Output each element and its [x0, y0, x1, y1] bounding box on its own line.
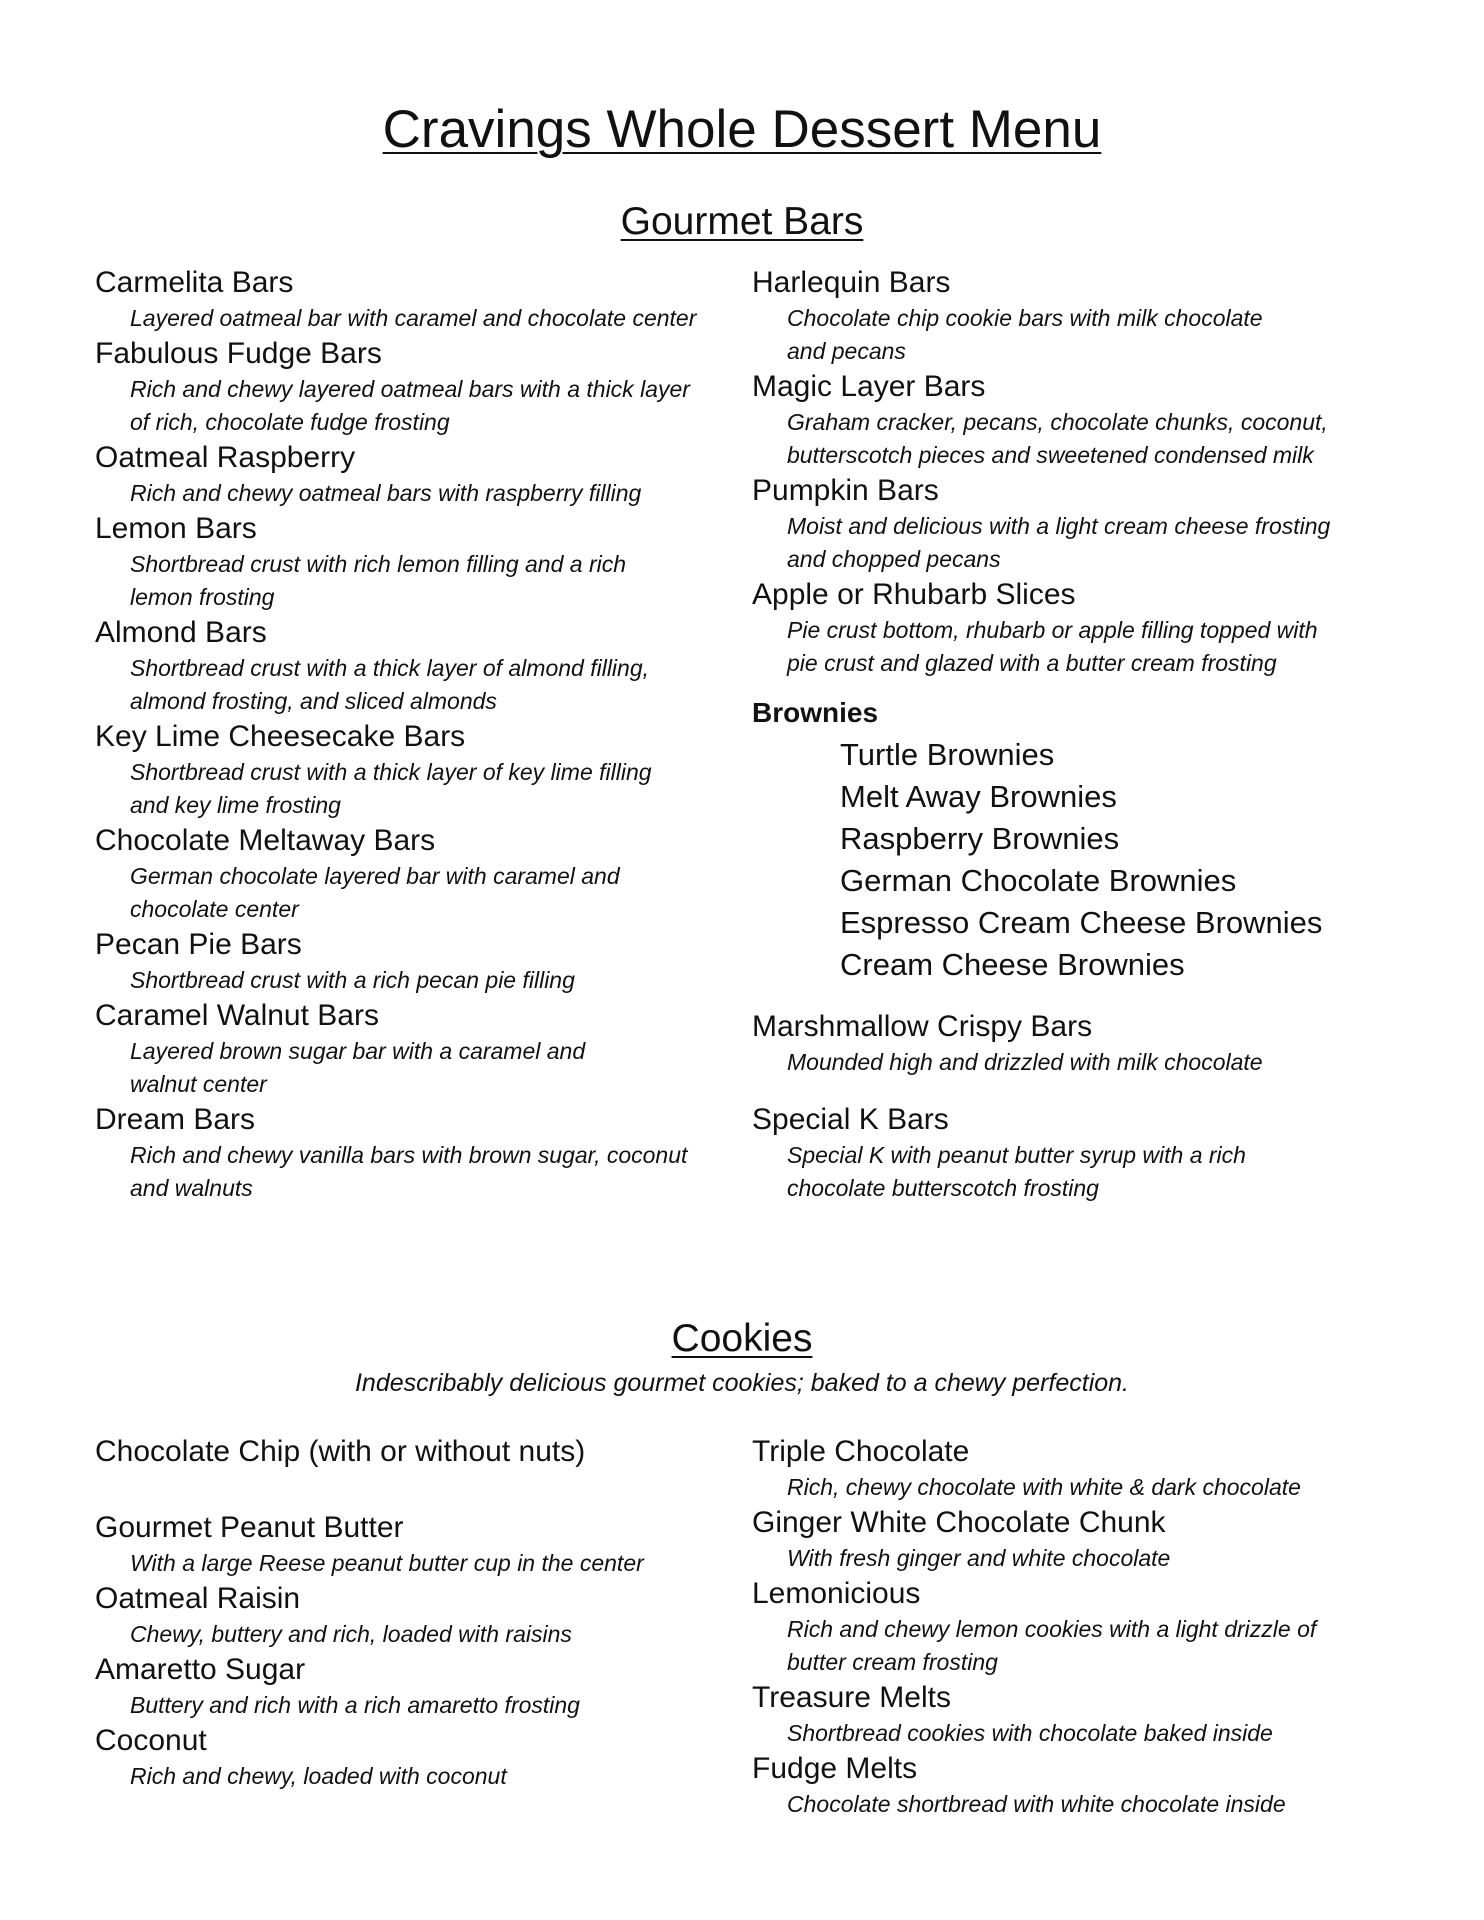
cookies-left-column — [95, 1433, 755, 1793]
menu-item — [752, 1575, 1432, 1679]
item-name: Special K Bars — [752, 1103, 949, 1136]
item-desc: Chocolate shortbread with white chocolate inside — [787, 1791, 1286, 1817]
item-name: Magic Layer Bars — [752, 370, 986, 403]
item-desc: Rich, chewy chocolate with white & dark chocolate — [787, 1474, 1301, 1500]
item-name: Oatmeal Raisin — [95, 1582, 301, 1615]
item-desc: Chewy, buttery and rich, loaded with raisins — [130, 1621, 572, 1647]
menu-item — [752, 472, 1432, 576]
menu-item — [95, 510, 755, 614]
menu-item — [752, 576, 1432, 680]
menu-item — [95, 822, 755, 926]
item-desc: of rich, chocolate fudge frosting — [130, 409, 450, 435]
item-name: Lemonicious — [752, 1577, 921, 1610]
brownie-item: Melt Away Brownies — [840, 779, 1117, 814]
item-name: Fudge Melts — [752, 1752, 918, 1785]
item-desc: Shortbread cookies with chocolate baked inside — [787, 1720, 1273, 1746]
item-desc: and pecans — [787, 338, 906, 364]
item-desc: Rich and chewy vanilla bars with brown sugar, coconut — [130, 1142, 688, 1168]
item-desc: With a large Reese peanut butter cup in the center — [130, 1550, 644, 1576]
item-desc: Rich and chewy, loaded with coconut — [130, 1763, 507, 1789]
item-desc: Shortbread crust with a thick layer of key lime filling — [130, 759, 652, 785]
item-name: Harlequin Bars — [752, 266, 951, 299]
menu-item — [95, 335, 755, 439]
item-name: Fabulous Fudge Bars — [95, 337, 382, 370]
item-name: Dream Bars — [95, 1103, 256, 1136]
bars-left-column — [95, 264, 755, 1205]
item-name: Coconut — [95, 1724, 207, 1757]
menu-item — [752, 368, 1432, 472]
bars-right-column — [752, 264, 1432, 1205]
item-desc: Shortbread crust with a thick layer of almond filling, — [130, 655, 650, 681]
item-desc: Special K with peanut butter syrup with a rich — [787, 1142, 1246, 1168]
menu-item — [95, 614, 755, 718]
item-name: Apple or Rhubarb Slices — [752, 578, 1076, 611]
cookies-heading: Cookies — [671, 1317, 813, 1360]
item-desc: and key lime frosting — [130, 792, 341, 818]
menu-item — [95, 1580, 755, 1651]
item-name: Oatmeal Raspberry — [95, 441, 356, 474]
item-name: Gourmet Peanut Butter — [95, 1511, 404, 1544]
menu-item — [752, 264, 1432, 368]
menu-item — [95, 926, 755, 997]
item-desc: Layered brown sugar bar with a caramel and — [130, 1038, 586, 1064]
item-name: Lemon Bars — [95, 512, 257, 545]
item-desc: and walnuts — [130, 1175, 253, 1201]
menu-item — [95, 1433, 755, 1471]
item-desc: Graham cracker, pecans, chocolate chunks, coconut, — [787, 409, 1328, 435]
brownies-heading: Brownies — [752, 697, 879, 728]
item-name: Treasure Melts — [752, 1681, 951, 1714]
menu-item — [95, 1509, 755, 1580]
item-desc: Shortbread crust with rich lemon filling and a rich — [130, 551, 627, 577]
item-desc: chocolate butterscotch frosting — [787, 1175, 1099, 1201]
item-desc: Pie crust bottom, rhubarb or apple filling topped with — [787, 617, 1318, 643]
menu-item — [752, 1101, 1432, 1205]
item-desc: Rich and chewy lemon cookies with a light drizzle of — [787, 1616, 1317, 1642]
item-desc: Shortbread crust with a rich pecan pie filling — [130, 967, 575, 993]
item-name: Caramel Walnut Bars — [95, 999, 379, 1032]
item-name: Chocolate Chip (with or without nuts) — [95, 1435, 586, 1468]
gourmet-bars-heading: Gourmet Bars — [620, 200, 864, 243]
item-name: Marshmallow Crispy Bars — [752, 1010, 1093, 1043]
item-name: Carmelita Bars — [95, 266, 294, 299]
item-desc: German chocolate layered bar with caramel and — [130, 863, 620, 889]
item-desc: Mounded high and drizzled with milk chocolate — [787, 1049, 1263, 1075]
item-desc: chocolate center — [130, 896, 299, 922]
menu-item — [752, 1750, 1432, 1821]
brownie-item: German Chocolate Brownies — [840, 863, 1237, 898]
item-name: Triple Chocolate — [752, 1435, 970, 1468]
menu-item — [752, 1008, 1432, 1079]
cookies-right-column — [752, 1433, 1432, 1821]
brownie-item: Espresso Cream Cheese Brownies — [840, 905, 1323, 940]
item-desc: Chocolate chip cookie bars with milk chocolate — [787, 305, 1263, 331]
page-title: Cravings Whole Dessert Menu — [382, 100, 1102, 159]
menu-item — [95, 1722, 755, 1793]
menu-item — [95, 264, 755, 335]
item-name: Amaretto Sugar — [95, 1653, 306, 1686]
item-desc: With fresh ginger and white chocolate — [787, 1545, 1171, 1571]
item-name: Almond Bars — [95, 616, 267, 649]
brownie-item: Turtle Brownies — [840, 737, 1055, 772]
item-desc: butter cream frosting — [787, 1649, 998, 1675]
item-name: Pecan Pie Bars — [95, 928, 302, 961]
menu-item — [95, 1651, 755, 1722]
item-desc: walnut center — [130, 1071, 267, 1097]
item-name: Ginger White Chocolate Chunk — [752, 1506, 1166, 1539]
brownie-item: Raspberry Brownies — [840, 821, 1120, 856]
menu-item — [95, 718, 755, 822]
menu-item — [95, 997, 755, 1101]
item-name: Chocolate Meltaway Bars — [95, 824, 436, 857]
brownie-list — [752, 734, 1432, 986]
brownie-item: Cream Cheese Brownies — [840, 947, 1185, 982]
item-desc: Moist and delicious with a light cream cheese frosting — [787, 513, 1331, 539]
cookies-tagline: Indescribably delicious gourmet cookies; baked to a chewy perfection. — [354, 1369, 1130, 1397]
menu-item — [752, 1679, 1432, 1750]
item-desc: pie crust and glazed with a butter cream frosting — [787, 650, 1277, 676]
item-desc: Rich and chewy layered oatmeal bars with a thick layer — [130, 376, 690, 402]
item-desc: almond frosting, and sliced almonds — [130, 688, 497, 714]
menu-item — [95, 439, 755, 510]
item-name: Pumpkin Bars — [752, 474, 939, 507]
item-name: Key Lime Cheesecake Bars — [95, 720, 466, 753]
item-desc: Buttery and rich with a rich amaretto frosting — [130, 1692, 580, 1718]
item-desc: Layered oatmeal bar with caramel and chocolate center — [130, 305, 697, 331]
menu-item — [95, 1101, 755, 1205]
item-desc: and chopped pecans — [787, 546, 1001, 572]
item-desc: lemon frosting — [130, 584, 275, 610]
item-desc: butterscotch pieces and sweetened condensed milk — [787, 442, 1314, 468]
menu-item — [752, 1504, 1432, 1575]
menu-item — [752, 1433, 1432, 1504]
item-desc: Rich and chewy oatmeal bars with raspberry filling — [130, 480, 642, 506]
